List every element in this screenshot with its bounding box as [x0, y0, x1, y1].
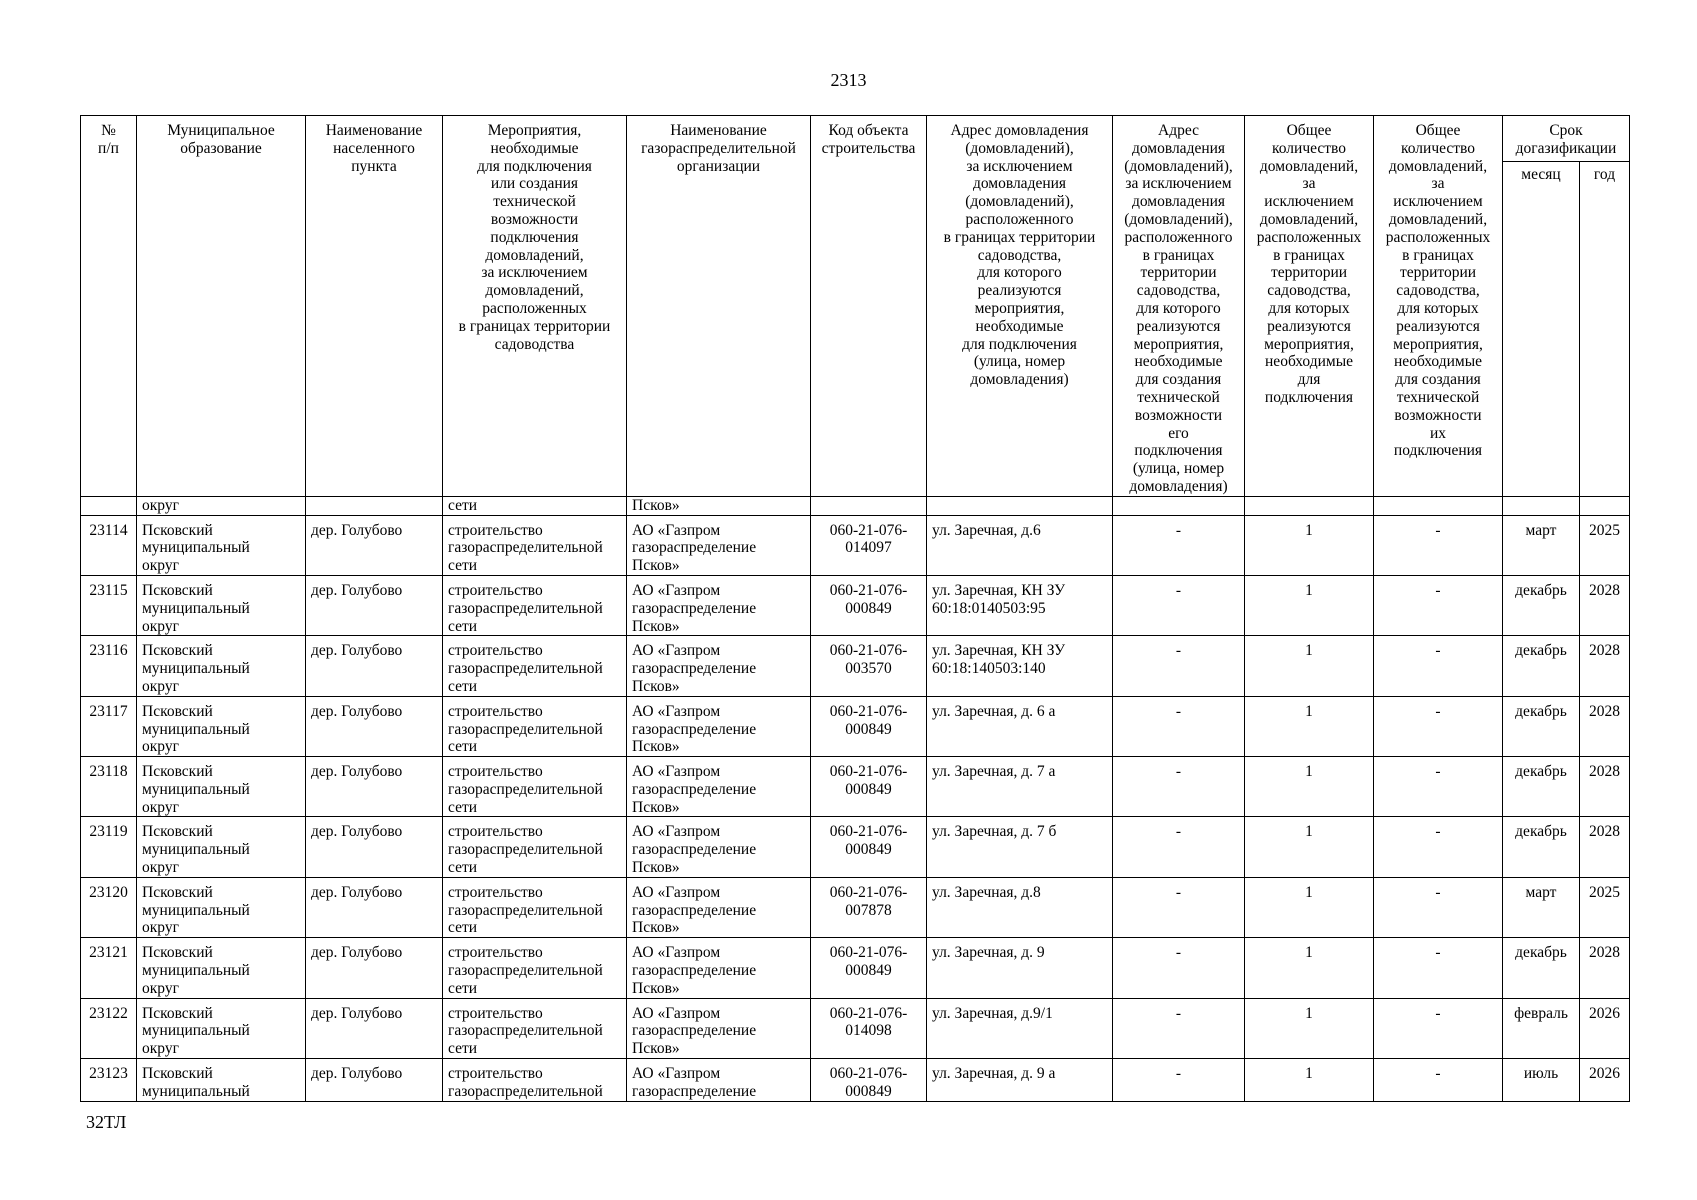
cell-year: 2025: [1580, 877, 1630, 937]
cell-total-connect: 1: [1245, 696, 1374, 756]
cell-total-tech: -: [1374, 575, 1503, 635]
cell-num: 23117: [81, 696, 137, 756]
cell-measures: строительство газораспределительной сети: [443, 998, 627, 1058]
cell-gas-org: АО «Газпром газораспределение Псков»: [627, 817, 811, 877]
cell-object-code: 060-21-076- 000849: [811, 817, 927, 877]
cell-municipality: Псковский муниципальный округ: [137, 817, 306, 877]
cell-settlement: дер. Голубово: [306, 1059, 443, 1102]
cell-address-garden: -: [1113, 757, 1245, 817]
header-address-garden: Адрес домовладения (домовладений), за исключением домовладения (домовладений), расположенного в границах территории садоводства, для которого реализуются мероприятия, необходимые для создания технической возможности его подключения (улица, номер домовладения): [1113, 116, 1245, 497]
cell-year: 2028: [1580, 817, 1630, 877]
header-total-connect: Общее количество домовладений, за исключением домовладений, расположенных в границах территории садоводства, для которых реализуются мероприятия, необходимые для подключения: [1245, 116, 1374, 497]
cell-num: 23122: [81, 998, 137, 1058]
header-gas-org: Наименование газораспределительной организации: [627, 116, 811, 497]
cell-address-excl: ул. Заречная, д. 7 а: [927, 757, 1113, 817]
cell-address-garden: -: [1113, 515, 1245, 575]
header-deadline: Срок догазификации: [1503, 116, 1630, 162]
cell-total-connect: 1: [1245, 515, 1374, 575]
cell-month: [1503, 496, 1580, 515]
cell-settlement: дер. Голубово: [306, 877, 443, 937]
cell-total-tech: -: [1374, 515, 1503, 575]
cell-month: март: [1503, 877, 1580, 937]
cell-total-tech: -: [1374, 757, 1503, 817]
cell-year: 2026: [1580, 998, 1630, 1058]
cell-address-excl: ул. Заречная, д.6: [927, 515, 1113, 575]
cell-measures: строительство газораспределительной сети: [443, 817, 627, 877]
cell-measures: строительство газораспределительной сети: [443, 938, 627, 998]
cell-year: 2028: [1580, 636, 1630, 696]
cell-num: [81, 496, 137, 515]
cell-address-excl: ул. Заречная, д. 7 б: [927, 817, 1113, 877]
cell-measures: сети: [443, 496, 627, 515]
cell-gas-org: АО «Газпром газораспределение Псков»: [627, 757, 811, 817]
cell-settlement: дер. Голубово: [306, 757, 443, 817]
footer-code: 32ТЛ: [86, 1112, 127, 1132]
cell-address-garden: -: [1113, 575, 1245, 635]
cell-municipality: Псковский муниципальный округ: [137, 575, 306, 635]
header-object-code: Код объекта строительства: [811, 116, 927, 497]
cell-month: июль: [1503, 1059, 1580, 1102]
cell-gas-org: АО «Газпром газораспределение: [627, 1059, 811, 1102]
cell-year: 2028: [1580, 575, 1630, 635]
cell-object-code: 060-21-076- 000849: [811, 938, 927, 998]
cell-year: 2028: [1580, 757, 1630, 817]
table-row: [81, 817, 1630, 877]
cell-total-connect: 1: [1245, 938, 1374, 998]
table-row: [81, 515, 1630, 575]
cell-address-excl: ул. Заречная, д. 9 а: [927, 1059, 1113, 1102]
table-row: [81, 636, 1630, 696]
cell-measures: строительство газораспределительной: [443, 1059, 627, 1102]
cell-settlement: дер. Голубово: [306, 938, 443, 998]
cell-total-connect: [1245, 496, 1374, 515]
cell-total-tech: [1374, 496, 1503, 515]
cell-address-garden: -: [1113, 1059, 1245, 1102]
cell-month: декабрь: [1503, 575, 1580, 635]
cell-address-excl: [927, 496, 1113, 515]
cell-gas-org: Псков»: [627, 496, 811, 515]
cell-object-code: 060-21-076- 003570: [811, 636, 927, 696]
cell-municipality: Псковский муниципальный округ: [137, 696, 306, 756]
table-row: [81, 696, 1630, 756]
cell-gas-org: АО «Газпром газораспределение Псков»: [627, 515, 811, 575]
cell-settlement: дер. Голубово: [306, 817, 443, 877]
cell-object-code: 060-21-076- 014098: [811, 998, 927, 1058]
cell-total-tech: -: [1374, 817, 1503, 877]
cell-municipality: Псковский муниципальный округ: [137, 938, 306, 998]
header-address-excl: Адрес домовладения (домовладений), за исключением домовладения (домовладений), расположенного в границах территории садоводства, для которого реализуются мероприятия, необходимые для подключения (улица, номер домовладения): [927, 116, 1113, 497]
cell-municipality: Псковский муниципальный: [137, 1059, 306, 1102]
cell-address-excl: ул. Заречная, д. 6 а: [927, 696, 1113, 756]
cell-object-code: 060-21-076- 000849: [811, 757, 927, 817]
header-total-tech: Общее количество домовладений, за исключением домовладений, расположенных в границах территории садоводства, для которых реализуются мероприятия, необходимые для создания технической возможности их подключения: [1374, 116, 1503, 497]
cell-year: [1580, 496, 1630, 515]
cell-num: 23120: [81, 877, 137, 937]
cell-total-connect: 1: [1245, 998, 1374, 1058]
cell-num: 23115: [81, 575, 137, 635]
cell-measures: строительство газораспределительной сети: [443, 575, 627, 635]
cell-address-excl: ул. Заречная, д.8: [927, 877, 1113, 937]
cell-month: декабрь: [1503, 817, 1580, 877]
continuation-row: [81, 496, 1630, 515]
cell-total-tech: -: [1374, 877, 1503, 937]
cell-total-tech: -: [1374, 636, 1503, 696]
cell-measures: строительство газораспределительной сети: [443, 757, 627, 817]
cell-num: 23119: [81, 817, 137, 877]
cell-month: март: [1503, 515, 1580, 575]
table-row: [81, 757, 1630, 817]
cell-total-connect: 1: [1245, 575, 1374, 635]
cell-total-tech: -: [1374, 998, 1503, 1058]
cell-municipality: Псковский муниципальный округ: [137, 515, 306, 575]
cell-total-connect: 1: [1245, 877, 1374, 937]
cell-address-excl: ул. Заречная, КН ЗУ 60:18:0140503:95: [927, 575, 1113, 635]
table-row: [81, 998, 1630, 1058]
cell-settlement: дер. Голубово: [306, 998, 443, 1058]
cell-settlement: [306, 496, 443, 515]
header-settlement: Наименование населенного пункта: [306, 116, 443, 497]
cell-total-connect: 1: [1245, 636, 1374, 696]
cell-municipality: Псковский муниципальный округ: [137, 636, 306, 696]
cell-num: 23121: [81, 938, 137, 998]
cell-gas-org: АО «Газпром газораспределение Псков»: [627, 575, 811, 635]
cell-object-code: 060-21-076- 007878: [811, 877, 927, 937]
header-measures: Мероприятия, необходимые для подключения или создания технической возможности подключения домовладений, за исключением домовладений, расположенных в границах территории садоводства: [443, 116, 627, 497]
cell-month: декабрь: [1503, 636, 1580, 696]
cell-month: декабрь: [1503, 696, 1580, 756]
cell-address-garden: -: [1113, 817, 1245, 877]
cell-municipality: Псковский муниципальный округ: [137, 998, 306, 1058]
cell-address-garden: [1113, 496, 1245, 515]
cell-address-excl: ул. Заречная, д.9/1: [927, 998, 1113, 1058]
cell-settlement: дер. Голубово: [306, 575, 443, 635]
cell-year: 2028: [1580, 938, 1630, 998]
cell-total-connect: 1: [1245, 757, 1374, 817]
cell-month: декабрь: [1503, 938, 1580, 998]
cell-measures: строительство газораспределительной сети: [443, 636, 627, 696]
cell-address-excl: ул. Заречная, д. 9: [927, 938, 1113, 998]
cell-object-code: 060-21-076- 000849: [811, 575, 927, 635]
cell-object-code: 060-21-076- 000849: [811, 1059, 927, 1102]
cell-total-tech: -: [1374, 938, 1503, 998]
cell-num: 23116: [81, 636, 137, 696]
cell-num: 23123: [81, 1059, 137, 1102]
header-row: [81, 116, 1630, 162]
cell-gas-org: АО «Газпром газораспределение Псков»: [627, 998, 811, 1058]
cell-month: февраль: [1503, 998, 1580, 1058]
cell-object-code: [811, 496, 927, 515]
cell-total-tech: -: [1374, 1059, 1503, 1102]
cell-settlement: дер. Голубово: [306, 636, 443, 696]
table-row: [81, 877, 1630, 937]
table-row: [81, 1059, 1630, 1102]
cell-measures: строительство газораспределительной сети: [443, 696, 627, 756]
cell-gas-org: АО «Газпром газораспределение Псков»: [627, 696, 811, 756]
cell-object-code: 060-21-076- 014097: [811, 515, 927, 575]
cell-total-connect: 1: [1245, 1059, 1374, 1102]
cell-address-garden: -: [1113, 877, 1245, 937]
cell-num: 23114: [81, 515, 137, 575]
cell-address-garden: -: [1113, 696, 1245, 756]
cell-year: 2026: [1580, 1059, 1630, 1102]
table-row: [81, 575, 1630, 635]
header-year: год: [1580, 161, 1630, 496]
header-month: месяц: [1503, 161, 1580, 496]
gasification-table: [80, 115, 1630, 1102]
cell-num: 23118: [81, 757, 137, 817]
cell-address-garden: -: [1113, 938, 1245, 998]
cell-municipality: округ: [137, 496, 306, 515]
cell-address-garden: -: [1113, 998, 1245, 1058]
cell-gas-org: АО «Газпром газораспределение Псков»: [627, 877, 811, 937]
cell-measures: строительство газораспределительной сети: [443, 877, 627, 937]
cell-settlement: дер. Голубово: [306, 515, 443, 575]
cell-municipality: Псковский муниципальный округ: [137, 877, 306, 937]
cell-month: декабрь: [1503, 757, 1580, 817]
cell-municipality: Псковский муниципальный округ: [137, 757, 306, 817]
page-number: 2313: [830, 70, 867, 90]
table-row: [81, 938, 1630, 998]
cell-total-connect: 1: [1245, 817, 1374, 877]
header-num: № п/п: [81, 116, 137, 497]
cell-address-excl: ул. Заречная, КН ЗУ 60:18:140503:140: [927, 636, 1113, 696]
cell-total-tech: -: [1374, 696, 1503, 756]
cell-settlement: дер. Голубово: [306, 696, 443, 756]
cell-year: 2028: [1580, 696, 1630, 756]
cell-object-code: 060-21-076- 000849: [811, 696, 927, 756]
cell-gas-org: АО «Газпром газораспределение Псков»: [627, 636, 811, 696]
cell-measures: строительство газораспределительной сети: [443, 515, 627, 575]
cell-gas-org: АО «Газпром газораспределение Псков»: [627, 938, 811, 998]
cell-year: 2025: [1580, 515, 1630, 575]
cell-address-garden: -: [1113, 636, 1245, 696]
header-municipality: Муниципальное образование: [137, 116, 306, 497]
